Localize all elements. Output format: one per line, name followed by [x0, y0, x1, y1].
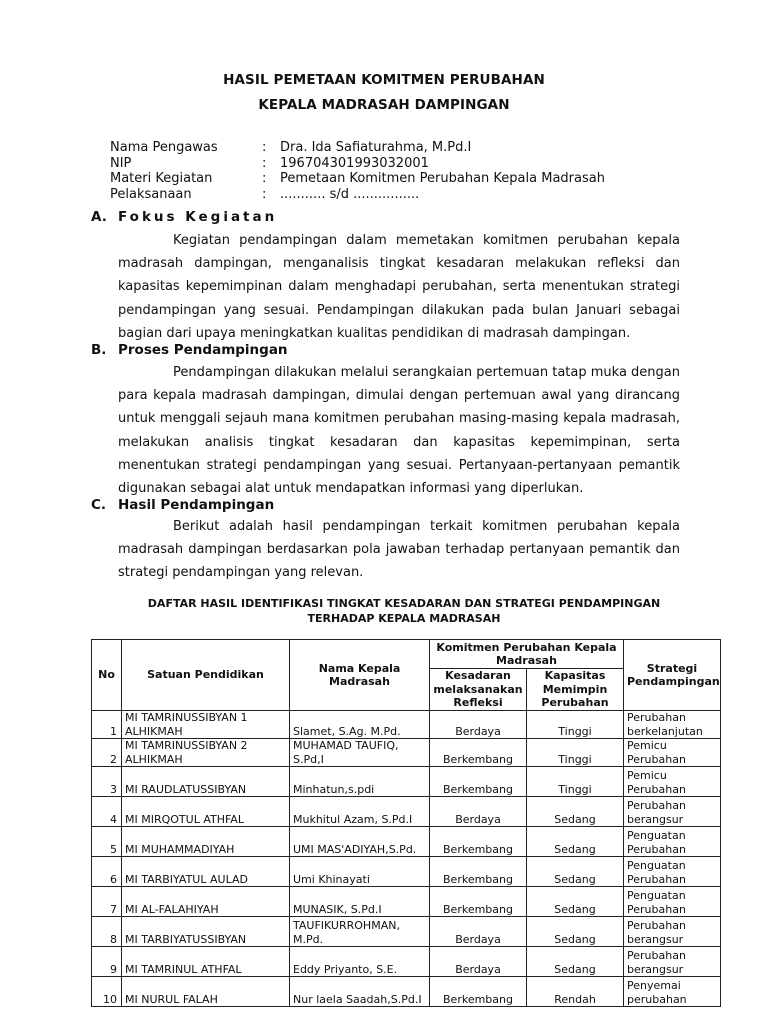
cell-kesadaran: Berkembang — [430, 739, 527, 767]
info-label: Materi Kegiatan — [110, 171, 213, 186]
cell-no: 2 — [92, 739, 122, 767]
table-row — [92, 797, 721, 827]
cell-nama: Nur laela Saadah,S.Pd.I — [290, 977, 430, 1007]
cell-strategi: Perubahan berangsur — [624, 797, 721, 827]
cell-strategi: Perubahan berangsur — [624, 947, 721, 977]
table-row — [92, 887, 721, 917]
table-caption-line2: TERHADAP KEPALA MADRASAH — [307, 612, 501, 625]
table-row — [92, 739, 721, 767]
section-title: Hasil Pendampingan — [118, 497, 275, 513]
cell-nama: UMI MAS'ADIYAH,S.Pd. — [290, 827, 430, 857]
cell-satuan: MI TAMRINUSSIBYAN 1 ALHIKMAH — [122, 711, 290, 739]
info-label: NIP — [110, 155, 132, 171]
section-b-paragraph: Pendampingan dilakukan melalui serangkaian pertemuan tatap muka dengan para kepala madrasah dampingan, dimulai dengan pertemuan awal yang dirancang untuk menggali sejauh mana komitmen perubahan masing-masing kepala madrasah, melakukan analisis tingkat kesadaran dan kapasitas kepemimpinan, serta menentukan strategi pendampingan yang sesuai. Pertanyaan-pertanyaan pemantik digunakan sebagai alat untuk mendapatkan informasi yang diperlukan. — [118, 365, 680, 497]
cell-kapasitas: Sedang — [527, 797, 624, 827]
header-komitmen: Komitmen Perubahan Kepala Madrasah — [430, 640, 624, 669]
header-no: No — [92, 640, 122, 711]
header-kapasitas: Kapasitas Memimpin Perubahan — [527, 669, 624, 711]
info-separator: : — [262, 155, 267, 171]
cell-kesadaran: Berdaya — [430, 797, 527, 827]
cell-strategi: Perubahan berangsur — [624, 917, 721, 947]
cell-satuan: MI NURUL FALAH — [122, 977, 290, 1007]
cell-no: 8 — [92, 917, 122, 947]
header-kesadaran: Kesadaran melaksanakan Refleksi — [430, 669, 527, 711]
info-value: 196704301993032001 — [280, 155, 429, 171]
table-row — [92, 711, 721, 739]
cell-nama: MUNASIK, S.Pd.I — [290, 887, 430, 917]
cell-kapasitas: Sedang — [527, 827, 624, 857]
section-title: Fokus Kegiatan — [118, 209, 278, 225]
cell-nama: MUHAMAD TAUFIQ, S.Pd,I — [290, 739, 430, 767]
cell-no: 4 — [92, 797, 122, 827]
cell-strategi: Perubahan berkelanjutan — [624, 711, 721, 739]
table-row — [92, 827, 721, 857]
cell-kesadaran: Berkembang — [430, 887, 527, 917]
cell-kapasitas: Sedang — [527, 917, 624, 947]
cell-no: 10 — [92, 977, 122, 1007]
results-table — [91, 639, 721, 1007]
cell-strategi: Penguatan Perubahan — [624, 857, 721, 887]
cell-satuan: MI TARBIYATUL AULAD — [122, 857, 290, 887]
header-satuan: Satuan Pendidikan — [122, 640, 290, 711]
info-row-pengawas — [110, 140, 605, 156]
cell-satuan: MI AL-FALAHIYAH — [122, 887, 290, 917]
cell-nama: Mukhitul Azam, S.Pd.I — [290, 797, 430, 827]
table-row — [92, 977, 721, 1007]
section-heading-a — [91, 209, 277, 225]
table-row — [92, 767, 721, 797]
cell-kapasitas: Sedang — [527, 857, 624, 887]
section-c-paragraph: Berikut adalah hasil pendampingan terkait komitmen perubahan kepala madrasah dampingan berdasarkan pola jawaban terhadap pertanyaan pemantik dan strategi pendampingan yang relevan. — [118, 519, 680, 581]
document-title-line1: HASIL PEMETAAN KOMITMEN PERUBAHAN — [223, 72, 545, 88]
header-nama: Nama Kepala Madrasah — [290, 640, 430, 711]
cell-kapasitas: Tinggi — [527, 767, 624, 797]
info-row-nip — [110, 156, 605, 172]
info-label: Nama Pengawas — [110, 140, 218, 155]
table-row — [92, 857, 721, 887]
cell-satuan: MI TAMRINUL ATHFAL — [122, 947, 290, 977]
cell-strategi: Penguatan Perubahan — [624, 887, 721, 917]
cell-nama: Umi Khinayati — [290, 857, 430, 887]
cell-kapasitas: Tinggi — [527, 711, 624, 739]
info-value: Dra. Ida Safiaturahma, M.Pd.I — [280, 140, 472, 155]
cell-kapasitas: Sedang — [527, 947, 624, 977]
table-caption-line1: DAFTAR HASIL IDENTIFIKASI TINGKAT KESADARAN DAN STRATEGI PENDAMPINGAN — [147, 597, 661, 610]
cell-strategi: Pemicu Perubahan — [624, 767, 721, 797]
section-number: A. — [91, 209, 107, 225]
cell-kesadaran: Berdaya — [430, 711, 527, 739]
cell-satuan: MI TARBIYATUSSIBYAN — [122, 917, 290, 947]
section-title: Proses Pendampingan — [118, 342, 288, 358]
table-body — [92, 711, 721, 1007]
cell-no: 5 — [92, 827, 122, 857]
cell-nama: Minhatun,s.pdi — [290, 767, 430, 797]
info-block — [110, 140, 605, 202]
cell-no: 1 — [92, 711, 122, 739]
cell-kapasitas: Sedang — [527, 887, 624, 917]
cell-no: 3 — [92, 767, 122, 797]
cell-satuan: MI MIRQOTUL ATHFAL — [122, 797, 290, 827]
section-heading-b — [91, 342, 288, 358]
cell-nama: TAUFIKURROHMAN, M.Pd. — [290, 917, 430, 947]
header-strategi: Strategi Pendampingan — [624, 640, 721, 711]
section-a-paragraph: Kegiatan pendampingan dalam memetakan komitmen perubahan kepala madrasah dampingan, menganalisis tingkat kesadaran melakukan refleksi dan kapasitas kepemimpinan dalam menghadapi perubahan, serta menentukan strategi pendampingan yang sesuai. Pendampingan dilakukan pada bulan Januari sebagai bagian dari upaya meningkatkan kualitas pendidikan di madrasah dampingan. — [118, 233, 680, 341]
info-label: Pelaksanaan — [110, 186, 192, 202]
section-number: C. — [91, 497, 107, 513]
cell-kesadaran: Berkembang — [430, 767, 527, 797]
cell-no: 7 — [92, 887, 122, 917]
info-row-pelaksanaan — [110, 187, 605, 203]
cell-satuan: MI TAMRINUSSIBYAN 2 ALHIKMAH — [122, 739, 290, 767]
info-row-materi — [110, 171, 605, 187]
cell-kapasitas: Tinggi — [527, 739, 624, 767]
info-value: ........... s/d ................ — [280, 186, 420, 202]
cell-no: 9 — [92, 947, 122, 977]
cell-kapasitas: Rendah — [527, 977, 624, 1007]
cell-satuan: MI MUHAMMADIYAH — [122, 827, 290, 857]
cell-kesadaran: Berkembang — [430, 977, 527, 1007]
document-title-line2: KEPALA MADRASAH DAMPINGAN — [258, 97, 510, 113]
cell-kesadaran: Berdaya — [430, 947, 527, 977]
cell-kesadaran: Berkembang — [430, 857, 527, 887]
cell-nama: Eddy Priyanto, S.E. — [290, 947, 430, 977]
cell-kesadaran: Berdaya — [430, 917, 527, 947]
info-value: Pemetaan Komitmen Perubahan Kepala Madrasah — [280, 171, 605, 186]
cell-satuan: MI RAUDLATUSSIBYAN — [122, 767, 290, 797]
info-separator: : — [262, 171, 267, 186]
cell-strategi: Penyemai perubahan — [624, 977, 721, 1007]
cell-strategi: Penguatan Perubahan — [624, 827, 721, 857]
table-row — [92, 917, 721, 947]
table-row — [92, 947, 721, 977]
cell-kesadaran: Berkembang — [430, 827, 527, 857]
cell-no: 6 — [92, 857, 122, 887]
cell-nama: Slamet, S.Ag. M.Pd. — [290, 711, 430, 739]
section-number: B. — [91, 342, 107, 358]
info-separator: : — [262, 140, 267, 155]
section-heading-c — [91, 497, 274, 513]
info-separator: : — [262, 186, 267, 202]
cell-strategi: Pemicu Perubahan — [624, 739, 721, 767]
